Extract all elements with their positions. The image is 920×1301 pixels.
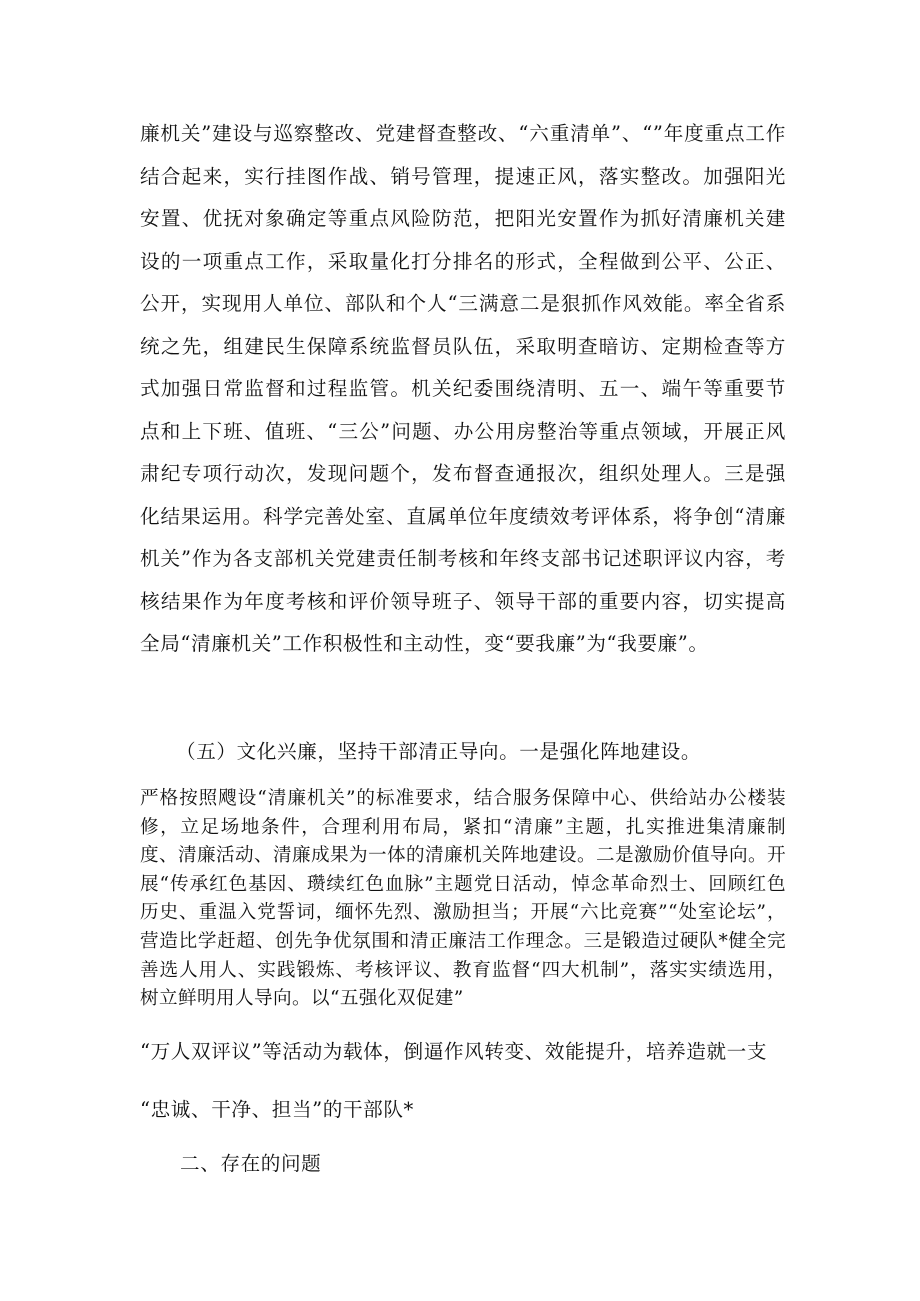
paragraph-clean-organ-rectification: 廉机关”建设与巡察整改、党建督查整改、“六重清单”、“”年度重点工作结合起来，实行挂图作战、销号管理，提速正风，落实整改。加强阳光安置、优抚对象确定等重点风险防范，把阳光安置作为抓好清廉机关建设的一项重点工作，采取量化打分排名的形式，全程做到公平、公正、公开，实现用人单位、部队和个人“三满意二是狠抓作风效能。率全省系统之先，组建民生保障系统监督员队伍，采取明查暗访、定期检查等方式加强日常监督和过程监管。机关纪委围绕清明、五一、端午等重要节点和上下班、值班、“三公”问题、办公用房整治等重点领域，开展正风肃纪专项行动次，发现问题个，发布督查通报次，组织处理人。三是强化结果运用。科学完善处室、直属单位年度绩效考评体系，将争创“清廉机关”作为各支部机关党建责任制考核和年终支部书记述职评议内容，考核结果作为年度考核和评价领导班子、领导干部的重要内容，切实提高全局“清廉机关”工作积极性和主动性，变“要我廉”为“我要廉”。 [140, 122, 786, 655]
section-heading-existing-problems: 二、存在的问题 [180, 1152, 322, 1175]
paragraph-position-construction: 严格按照飕设“清廉机关”的标准要求，结合服务保障中心、供给站办公楼装修，立足场地条件，合理利用布局，紧扣“清廉”主题，扎实推进集清廉制度、清廉活动、清廉成果为一体的清廉机关阵地建设。二是激励价值导向。开展“传承红色基因、瓒续红色血脉”主题党日活动，悼念革命烈士、回顾红色历史、重温入党誓词，缅怀先烈、激励担当；开展“六比竞赛”“处室论坛”，营造比学赶超、创先争优氛围和清正廉洁工作理念。三是锻造过硬队*健全完善选人用人、实践锻炼、考核评议、教育监督“四大机制”，落实实绩选用，树立鲜明用人导向。以“五强化双促建” [140, 788, 786, 1010]
paragraph-line-evaluation-activities: “万人双评议”等活动为载体，倒逼作风转变、效能提升，培养造就一支 [140, 1040, 768, 1063]
paragraph-line-loyal-clean-cadres: “忠诚、干净、担当”的干部队* [140, 1098, 414, 1121]
subheading-culture-promotes-integrity: （五）文化兴廉，坚持干部清正导向。一是强化阵地建设。 [176, 740, 702, 763]
